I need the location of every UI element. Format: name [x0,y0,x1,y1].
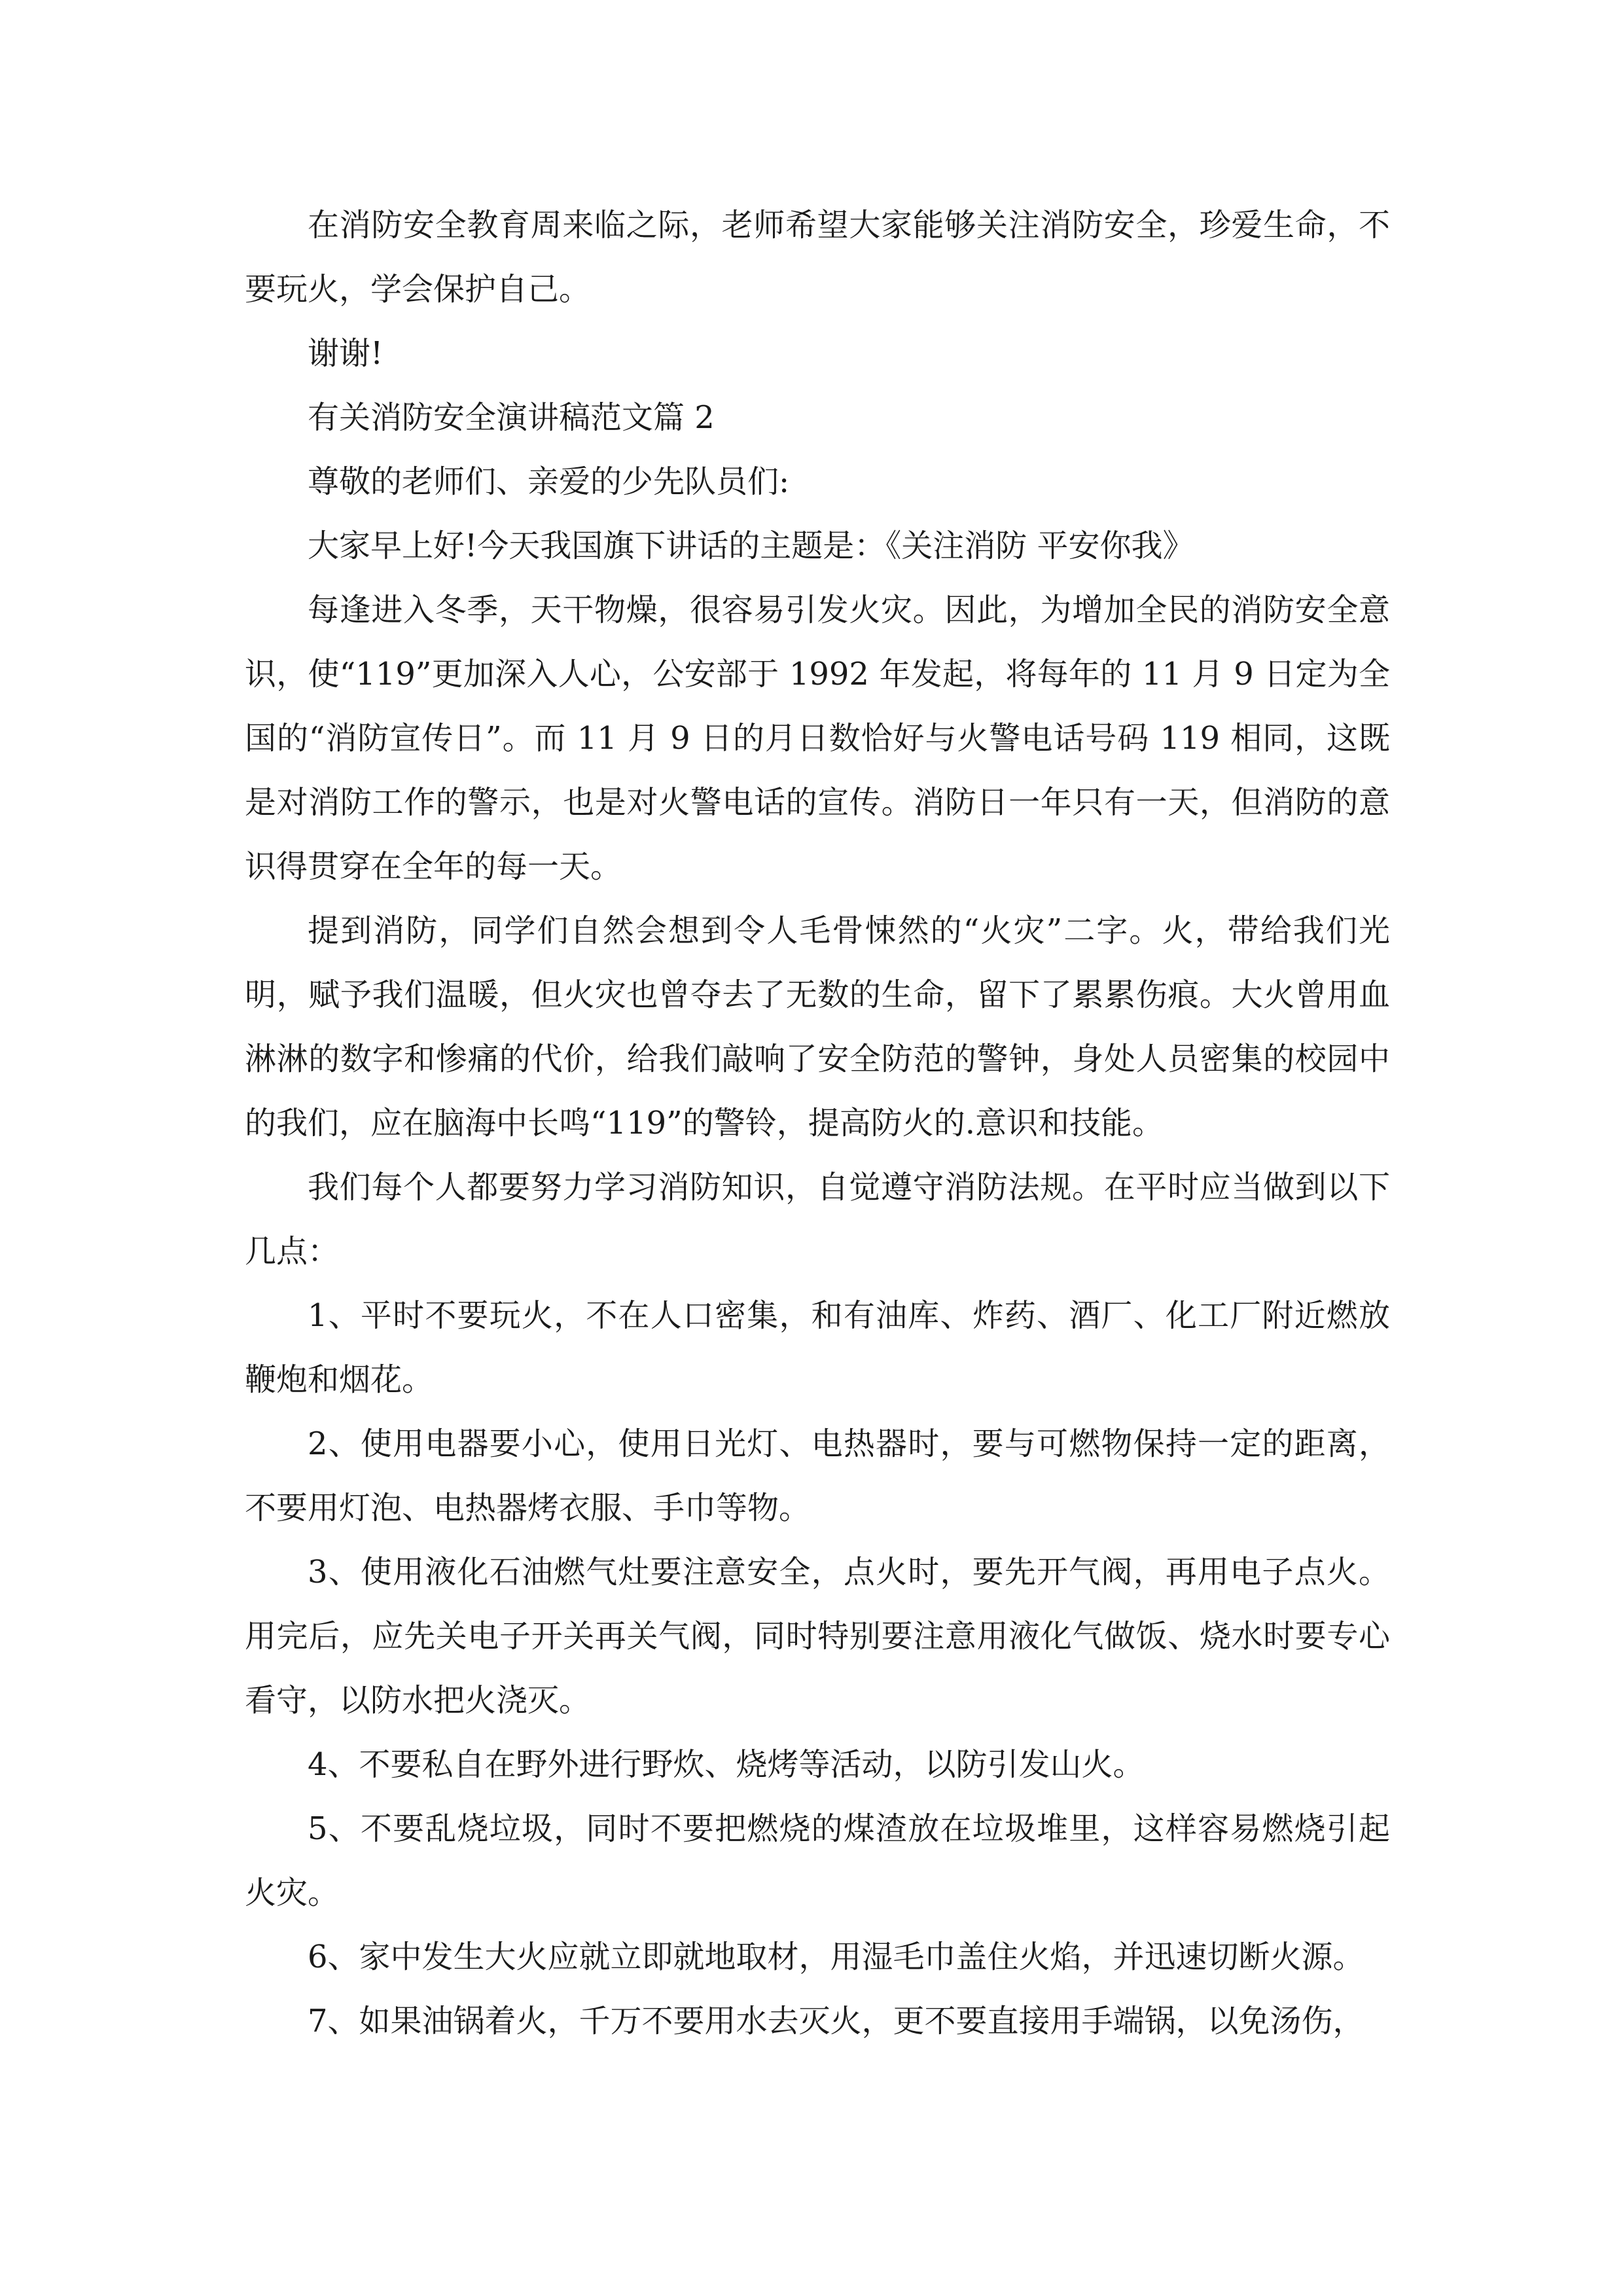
section-title: 有关消防安全演讲稿范文篇 2 [308,399,715,436]
paragraph-rules-intro: 我们每个人都要努力学习消防知识，自觉遵守消防法规。在平时应当做到以下几点： [245,1169,1390,1270]
paragraph-salutation: 尊敬的老师们、亲爱的少先队员们: [308,463,790,500]
list-item-3: 3、使用液化石油燃气灶要注意安全，点火时，要先开气阀，再用电子点火。用完后，应先关电子开关再关气阀，同时特别要注意用液化气做饭、烧水时要专心看守，以防水把火浇灭。 [245,1554,1390,1719]
paragraph-closing-hope: 在消防安全教育周来临之际，老师希望大家能够关注消防安全，珍爱生命，不要玩火，学会保护自己。 [245,207,1390,308]
paragraph-greeting: 大家早上好!今天我国旗下讲话的主题是：《关注消防 平安你我》 [308,528,1194,564]
paragraph-fire-danger: 提到消防，同学们自然会想到令人毛骨悚然的“火灾”二字。火，带给我们光明，赋予我们温暖，但火灾也曾夺去了无数的生命，留下了累累伤痕。大火曾用血淋淋的数字和惨痛的代价，给我们敲响了安全防范的警钟，身处人员密集的校园中的我们，应在脑海中长鸣“119”的警铃，提高防火的.意识和技能。 [245,912,1390,1141]
list-item-7: 7、如果油锅着火，千万不要用水去灭火，更不要直接用手端锅，以免汤伤， [308,2003,1364,2039]
list-item-4: 4、不要私自在野外进行野炊、烧烤等活动，以防引发山火。 [308,1746,1145,1783]
list-item-6: 6、家中发生大火应就立即就地取材，用湿毛巾盖住火焰，并迅速切断火源。 [308,1939,1364,1975]
paragraph-fire-day: 每逢进入冬季，天干物燥，很容易引发火灾。因此，为增加全民的消防安全意识，使“119”更加深入人心，公安部于 1992 年发起，将每年的 11 月 9 日定为全国的“消防宣传日”。而 11 月 9 日的月日数恰好与火警电话号码 119 相同，这既是对消防工作的警示，也是对火警电话的宣传。消防日一年只有一天，但消防的意识得贯穿在全年的每一天。 [245,592,1390,885]
list-item-2: 2、使用电器要小心，使用日光灯、电热器时，要与可燃物保持一定的距离，不要用灯泡、电热器烤衣服、手巾等物。 [245,1426,1390,1526]
document-page [245,193,1390,2053]
list-item-1: 1、平时不要玩火，不在人口密集，和有油库、炸药、酒厂、化工厂附近燃放鞭炮和烟花。 [245,1297,1390,1398]
list-item-5: 5、不要乱烧垃圾，同时不要把燃烧的煤渣放在垃圾堆里，这样容易燃烧引起火灾。 [245,1810,1390,1911]
paragraph-thanks: 谢谢! [308,335,383,372]
